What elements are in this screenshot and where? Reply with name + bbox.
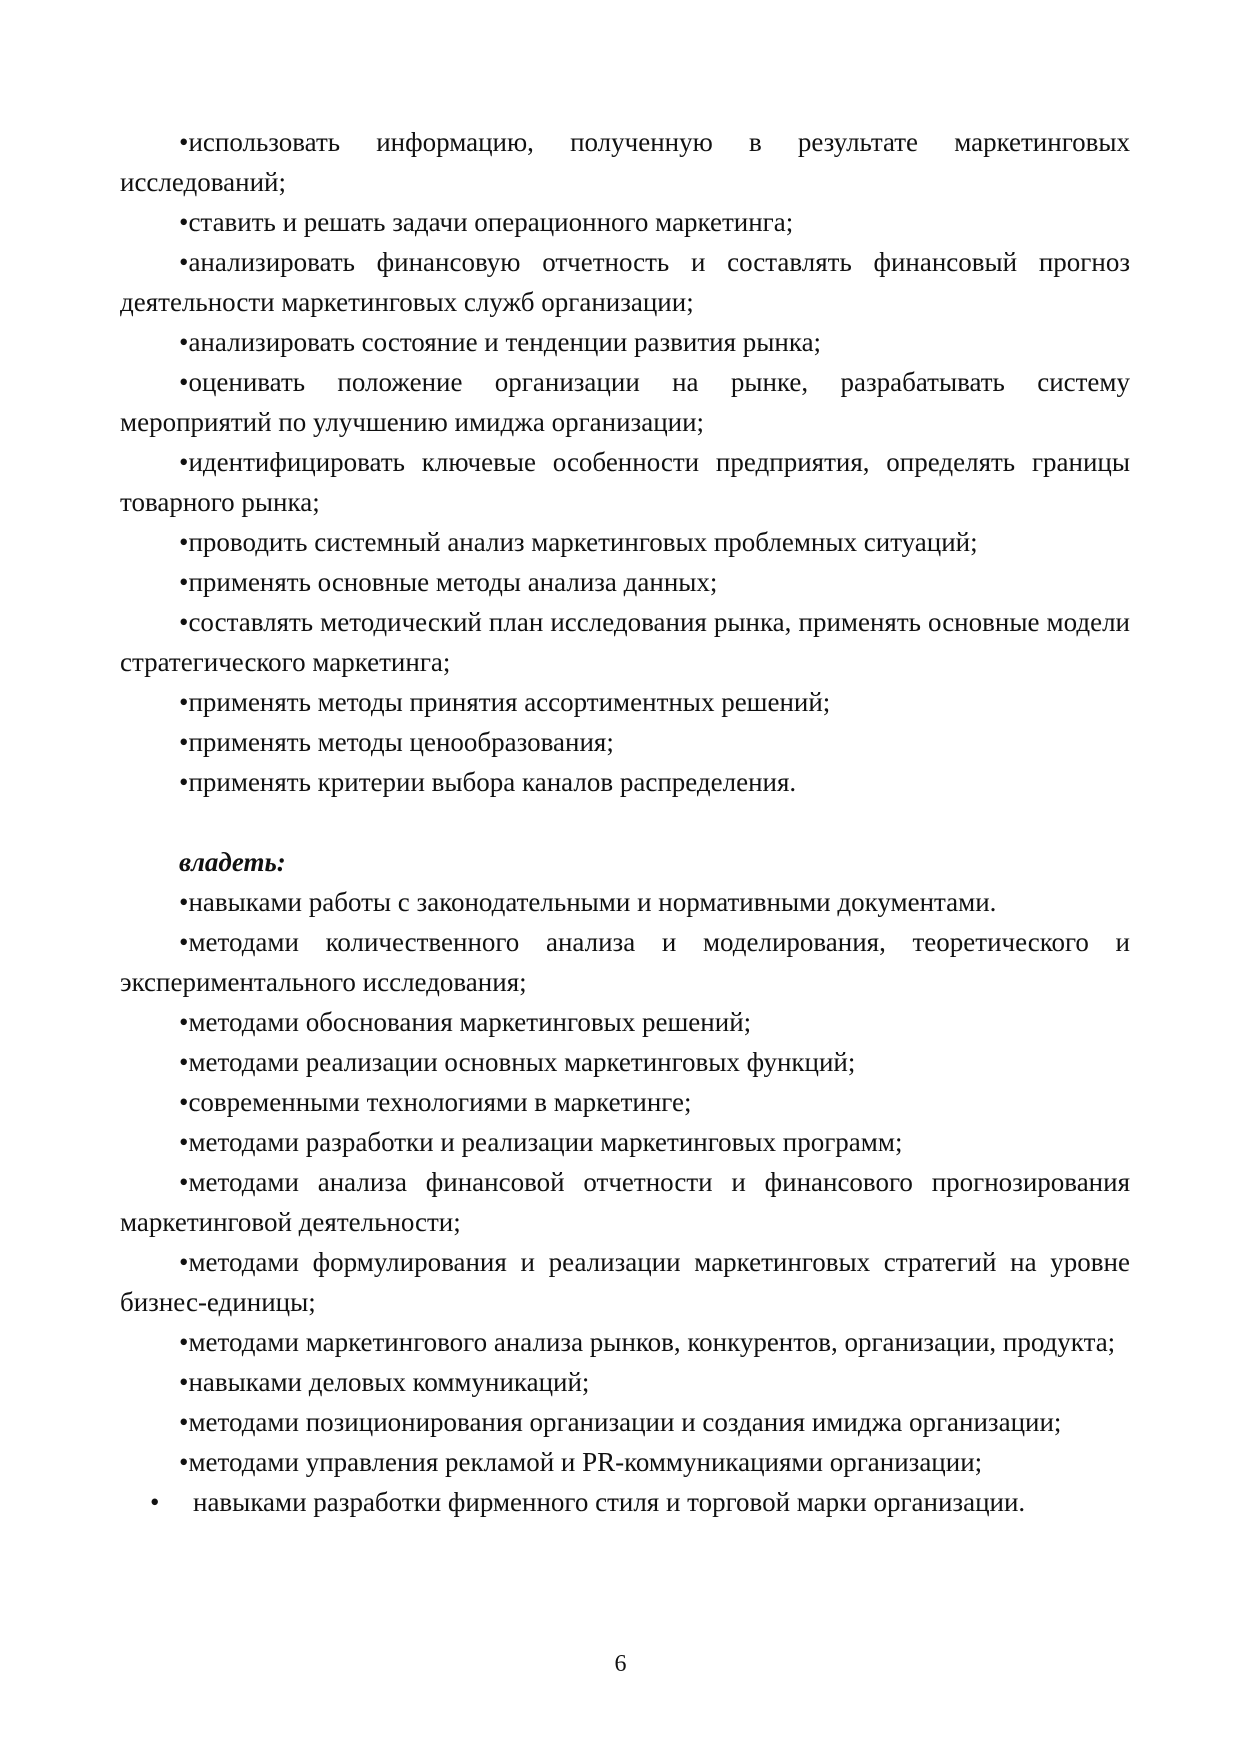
bullet-icon: • bbox=[179, 247, 189, 277]
bullet-icon: • bbox=[179, 447, 189, 477]
bullet-icon: • bbox=[179, 327, 189, 357]
list-item bbox=[120, 1122, 1130, 1162]
list-item bbox=[120, 1042, 1130, 1082]
list-item-text: ставить и решать задачи операционного маркетинга; bbox=[188, 207, 794, 237]
bullet-icon: • bbox=[179, 1447, 189, 1477]
bullet-icon: • bbox=[179, 767, 189, 797]
list-item-text: анализировать финансовую отчетность и составлять финансовый прогноз деятельности маркетинговых служб организации; bbox=[120, 247, 1130, 317]
bullet-icon: • bbox=[179, 127, 189, 157]
bullet-icon: • bbox=[179, 207, 189, 237]
list-item-text: современными технологиями в маркетинге; bbox=[188, 1087, 692, 1117]
list-item bbox=[120, 1322, 1130, 1362]
list-item-text: методами обоснования маркетинговых решений; bbox=[188, 1007, 752, 1037]
bullet-icon: • bbox=[179, 927, 189, 957]
bullet-icon: • bbox=[150, 1487, 160, 1517]
bullet-icon: • bbox=[179, 727, 189, 757]
bullet-icon: • bbox=[179, 1407, 189, 1437]
list-item bbox=[120, 1402, 1130, 1442]
bullet-icon: • bbox=[179, 607, 189, 637]
list-item-text: методами количественного анализа и моделирования, теоретического и экспериментального исследования; bbox=[120, 927, 1130, 997]
bullet-icon: • bbox=[179, 1367, 189, 1397]
page-body bbox=[120, 122, 1130, 1522]
list-item-text: составлять методический план исследования рынка, применять основные модели стратегического маркетинга; bbox=[120, 607, 1130, 677]
list-item-text: применять методы принятия ассортиментных решений; bbox=[188, 687, 831, 717]
bullet-icon: • bbox=[179, 687, 189, 717]
list-item bbox=[120, 1482, 1130, 1522]
list-item-text: методами анализа финансовой отчетности и финансового прогнозирования маркетинговой деятельности; bbox=[120, 1167, 1130, 1237]
bullet-icon: • bbox=[179, 1007, 189, 1037]
list-item bbox=[120, 722, 1130, 762]
mastery-list bbox=[120, 882, 1130, 1522]
list-item bbox=[120, 1082, 1130, 1122]
list-item bbox=[120, 122, 1130, 202]
bullet-icon: • bbox=[179, 527, 189, 557]
list-item bbox=[120, 1242, 1130, 1322]
bullet-icon: • bbox=[179, 1047, 189, 1077]
bullet-icon: • bbox=[179, 1167, 189, 1197]
list-item-text: анализировать состояние и тенденции развития рынка; bbox=[188, 327, 822, 357]
list-item bbox=[120, 522, 1130, 562]
skills-list bbox=[120, 122, 1130, 802]
list-item-text: методами реализации основных маркетинговых функций; bbox=[188, 1047, 856, 1077]
list-item-text: методами формулирования и реализации маркетинговых стратегий на уровне бизнес-единицы; bbox=[120, 1247, 1130, 1317]
list-item bbox=[120, 242, 1130, 322]
list-item bbox=[120, 882, 1130, 922]
bullet-icon: • bbox=[179, 367, 189, 397]
list-item-text: методами разработки и реализации маркетинговых программ; bbox=[188, 1127, 903, 1157]
list-item bbox=[120, 562, 1130, 602]
list-item bbox=[120, 922, 1130, 1002]
bullet-icon: • bbox=[179, 887, 189, 917]
list-item bbox=[120, 762, 1130, 802]
list-item-text: методами маркетингового анализа рынков, конкурентов, организации, продукта; bbox=[188, 1327, 1116, 1357]
list-item-text: методами позиционирования организации и создания имиджа организации; bbox=[188, 1407, 1062, 1437]
list-item-text: оценивать положение организации на рынке, разрабатывать систему мероприятий по улучшению имиджа организации; bbox=[120, 367, 1130, 437]
list-item-text: использовать информацию, полученную в результате маркетинговых исследований; bbox=[120, 127, 1130, 197]
list-item-text: применять методы ценообразования; bbox=[188, 727, 614, 757]
list-item bbox=[120, 322, 1130, 362]
list-item-text: проводить системный анализ маркетинговых проблемных ситуаций; bbox=[188, 527, 978, 557]
bullet-icon: • bbox=[179, 1247, 189, 1277]
list-item bbox=[120, 682, 1130, 722]
bullet-icon: • bbox=[179, 1327, 189, 1357]
bullet-icon: • bbox=[179, 1087, 189, 1117]
list-item-text: идентифицировать ключевые особенности предприятия, определять границы товарного рынка; bbox=[120, 447, 1130, 517]
list-item bbox=[120, 1442, 1130, 1482]
list-item-text: применять критерии выбора каналов распределения. bbox=[188, 767, 797, 797]
bullet-icon: • bbox=[179, 1127, 189, 1157]
list-item bbox=[120, 202, 1130, 242]
list-item bbox=[120, 442, 1130, 522]
list-item-text: методами управления рекламой и PR-коммуникациями организации; bbox=[188, 1447, 983, 1477]
list-item-text: навыками деловых коммуникаций; bbox=[188, 1367, 590, 1397]
page-number: 6 bbox=[614, 1651, 627, 1677]
list-item bbox=[120, 602, 1130, 682]
list-item bbox=[120, 1162, 1130, 1242]
list-item bbox=[120, 362, 1130, 442]
section-heading: владеть: bbox=[179, 847, 286, 877]
list-item bbox=[120, 1002, 1130, 1042]
list-item-text: применять основные методы анализа данных; bbox=[188, 567, 718, 597]
bullet-icon: • bbox=[179, 567, 189, 597]
section-spacer bbox=[120, 802, 1130, 842]
list-item-text: навыками работы с законодательными и нормативными документами. bbox=[188, 887, 997, 917]
list-item-text: навыками разработки фирменного стиля и торговой марки организации. bbox=[193, 1487, 1026, 1517]
list-item bbox=[120, 1362, 1130, 1402]
